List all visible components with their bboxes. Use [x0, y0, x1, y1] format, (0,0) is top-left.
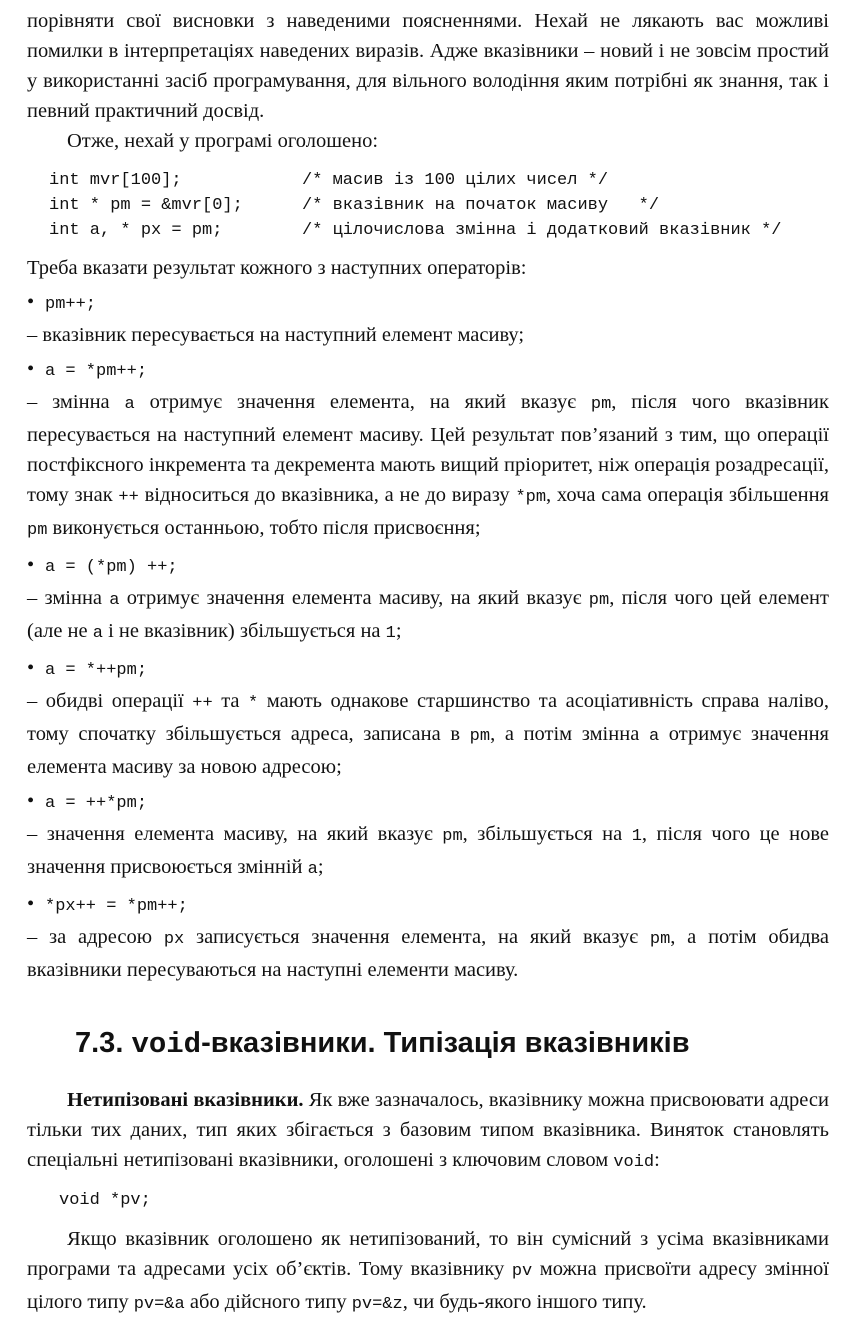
explanation-text: – змінна [27, 587, 110, 609]
explanation-text: та [212, 690, 249, 712]
operator-bullet [27, 653, 829, 686]
operator-bullet [27, 354, 829, 387]
inline-code: px [163, 930, 185, 949]
code-line [49, 168, 829, 193]
compatibility-paragraph [27, 1224, 829, 1320]
explanation-text: мають однакове старшинство та асоціативність справа наліво, тому спочатку збільшується адреса, записана в [27, 690, 829, 745]
paragraph-lead: Нетипізовані вказівники. [67, 1089, 304, 1111]
section-number: 7.3. [75, 1027, 124, 1059]
explanation-text: – обидві операції [27, 690, 193, 712]
paragraph-text: : [654, 1149, 660, 1171]
explanation-text: записується значення елемента, на який вказує [184, 926, 650, 948]
section-heading [75, 1023, 829, 1065]
explanation-text: , збільшується на [462, 823, 632, 845]
operator-explanation [27, 922, 829, 985]
declaration-code-block [49, 168, 829, 243]
explanation-text: отримує значення елемента масиву, на який вказує [119, 587, 589, 609]
inline-code: a [124, 395, 135, 414]
explanation-text: – за адресою [27, 926, 164, 948]
void-declaration-code: void *pv; [59, 1191, 151, 1210]
operator-bullet [27, 786, 829, 819]
operator-bullet [27, 889, 829, 922]
bullet-dot-icon: • [27, 657, 35, 679]
inline-code: a [307, 860, 318, 879]
inline-code: void [613, 1153, 655, 1172]
inline-code: pm [442, 827, 463, 846]
paragraph-text: , чи будь-якого іншого типу. [402, 1291, 647, 1313]
inline-code: pm [588, 591, 610, 610]
inline-code: 1 [631, 827, 642, 846]
explanation-text: , хоча сама операція збільшення [546, 484, 829, 506]
explanation-text: і не вказівник) збільшується на [102, 620, 386, 642]
operator-bullet [27, 287, 829, 320]
inline-code: pm [469, 727, 491, 746]
inline-code: pm [590, 395, 612, 414]
code-declaration: int * pm = &mvr[0]; [49, 196, 243, 215]
operator-explanation [27, 686, 829, 782]
operator-code: pm++; [45, 295, 97, 314]
inline-code: * [248, 694, 259, 713]
section-title: -вказівники. Типізація вказівників [201, 1027, 690, 1059]
explanation-text: , після чого вказівник пересувається на наступний елемент масиву. Цей результат пов’язаний з тим, що операції постфіксного інкремента та декремента мають вищий пріоритет, ніж операція розадресації, тому знак [27, 391, 829, 506]
paragraph-text: Якщо вказівник оголошено як нетипізований, то він сумісний з усіма вказівниками програми та адресами усіх об’єктів. Тому вказівнику [27, 1228, 829, 1280]
paragraph-text: Як вже зазначалось, вказівнику можна присвоювати адреси тільки тих даних, тип яких збігається з базовим типом вказівника. Виняток становлять спеціальні нетипізовані вказівники, оголошені з ключовим словом [27, 1089, 829, 1171]
section-keyword: void [131, 1028, 202, 1061]
inline-code: a [109, 591, 120, 610]
explanation-text: ; [395, 620, 402, 642]
code-comment: /* вказівник на початок масиву */ [302, 196, 660, 215]
code-declaration: int a, * px = pm; [49, 221, 223, 240]
explanation-text: – змінна [27, 391, 125, 413]
inline-code: pm [649, 930, 671, 949]
operator-code: a = ++*pm; [45, 794, 148, 813]
bullet-dot-icon: • [27, 790, 35, 812]
explanation-text: ; [317, 856, 324, 878]
bullet-dot-icon: • [27, 291, 35, 313]
explanation-text: , після чого це нове значення присвоюється змінній [27, 823, 829, 878]
document-page [27, 6, 829, 1320]
operator-explanation [27, 583, 829, 649]
explanation-text: отримує значення елемента, на який вказує [134, 391, 591, 413]
explanation-text: , а потім обидва вказівники пересуваються на наступні елементи масиву. [27, 926, 830, 981]
bullet-dot-icon: • [27, 893, 35, 915]
code-comment: /* масив із 100 цілих чисел */ [302, 171, 609, 190]
explanation-text: , а потім змінна [490, 723, 649, 745]
explanation-text: відноситься до вказівника, а не до виразу [138, 484, 516, 506]
task-statement: Треба вказати результат кожного з наступних операторів: [27, 257, 527, 279]
inline-code: a [92, 624, 103, 643]
operator-code: a = *pm++; [45, 362, 148, 381]
operator-code: a = (*pm) ++; [45, 558, 178, 577]
operator-explanation [27, 387, 829, 546]
operator-bullet [27, 550, 829, 583]
untyped-pointers-paragraph [27, 1085, 829, 1178]
operator-code: a = *++pm; [45, 661, 148, 680]
explanation-text: , після чого цей елемент (але не [27, 587, 829, 642]
operator-explanation: – вказівник пересувається на наступний елемент масиву; [27, 324, 525, 346]
paragraph-text: можна присвоїти адресу змінної цілого типу [27, 1258, 829, 1313]
inline-code: pm [27, 521, 48, 540]
code-line [49, 193, 829, 218]
code-line [49, 218, 829, 243]
code-declaration: int mvr[100]; [49, 171, 182, 190]
code-comment: /* цілочислова змінна і додатковий вказівник */ [302, 221, 782, 240]
inline-code: ++ [192, 694, 213, 713]
declaration-intro: Отже, нехай у програмі оголошено: [67, 130, 379, 152]
inline-code: a [648, 727, 660, 746]
explanation-text: отримує значення елемента масиву за новою адресою; [27, 723, 829, 778]
paragraph-text: або дійсного типу [184, 1291, 352, 1313]
inline-code: *pm [515, 488, 547, 507]
intro-paragraph: порівняти свої висновки з наведеними поясненнями. Нехай не лякають вас можливі помилки в інтерпретаціях наведених виразів. Адже вказівники – новий і не зовсім простий у використанні засіб програмування, для вільного володіння яким потрібні як знання, так і певний практичний досвід. [27, 10, 829, 122]
bullet-dot-icon: • [27, 554, 35, 576]
explanation-text: виконується останньою, тобто після присвоєння; [47, 517, 481, 539]
operator-code: *px++ = *pm++; [45, 897, 188, 916]
explanation-text: – значення елемента масиву, на який вказує [27, 823, 443, 845]
bullet-dot-icon: • [27, 358, 35, 380]
inline-code: 1 [385, 624, 396, 643]
operator-explanation [27, 819, 829, 885]
inline-code: pv [511, 1262, 533, 1281]
inline-code: ++ [118, 488, 139, 507]
inline-code: pv=&a [133, 1295, 185, 1314]
inline-code: pv=&z [351, 1295, 403, 1314]
